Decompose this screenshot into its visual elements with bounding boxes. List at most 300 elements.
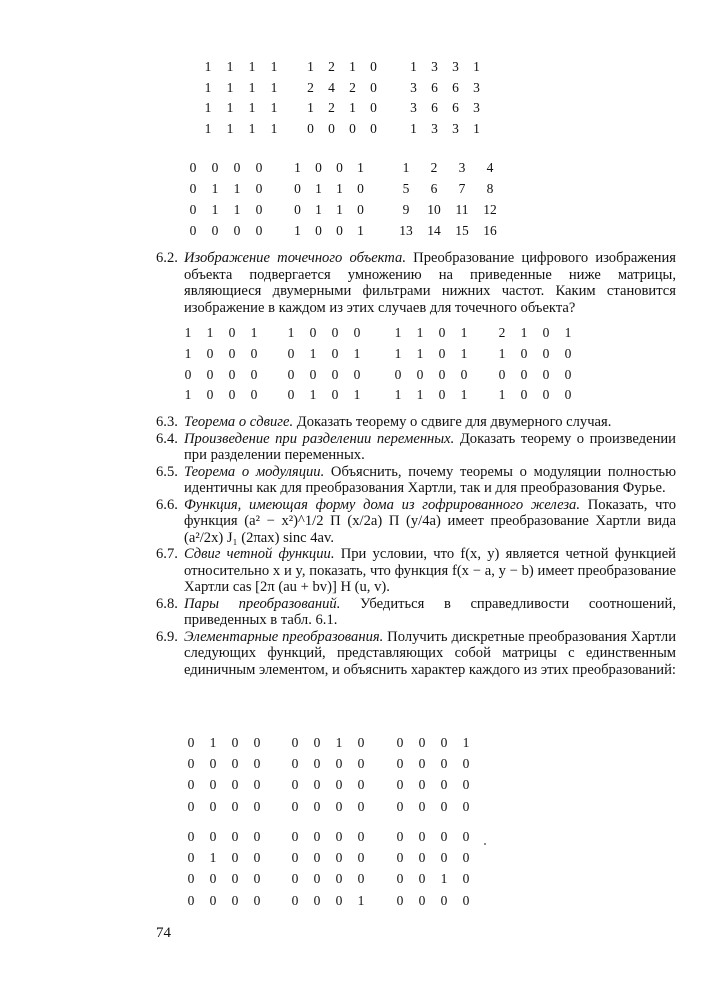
matrix-row [387, 323, 475, 344]
matrix-cell: 0 [440, 734, 448, 750]
matrix-cell: 1 [520, 325, 528, 341]
matrix-cell: 0 [396, 777, 404, 793]
matrix-cell: 9 [402, 201, 410, 217]
matrix-cell: 0 [309, 325, 317, 341]
matrix-cell: 0 [231, 777, 239, 793]
matrix-row [284, 847, 372, 868]
matrix-cell: 16 [483, 222, 497, 238]
matrix-cell: 0 [462, 798, 470, 814]
matrix-cell: 1 [440, 871, 448, 887]
matrix-row [389, 796, 477, 817]
matrix-row [389, 869, 477, 890]
matrix-row [389, 847, 477, 868]
matrix [287, 157, 371, 241]
matrix-cell: 3 [452, 59, 459, 75]
matrix-cell: 0 [291, 798, 299, 814]
matrix-row [403, 119, 487, 140]
matrix-cell: 0 [253, 734, 261, 750]
matrix-cell: 1 [270, 79, 278, 95]
matrix-cell: 1 [336, 180, 343, 196]
problem-body [184, 431, 676, 464]
matrix-row [387, 385, 475, 406]
matrix-cell: 0 [335, 828, 343, 844]
matrix-cell: 1 [498, 387, 506, 403]
problem-title: Функция, имеющая форму дома из гофрированного железа. [184, 496, 580, 513]
matrix-row [284, 869, 372, 890]
matrix-cell: 0 [438, 366, 446, 382]
matrix-cell: 1 [226, 79, 234, 95]
matrix-cell: 0 [440, 892, 448, 908]
matrix-cell: 0 [184, 366, 192, 382]
matrix-cell: 0 [357, 798, 365, 814]
matrix-cell: 1 [270, 59, 278, 75]
problem [156, 464, 676, 497]
matrix-cell: 0 [307, 120, 314, 136]
matrix-row [284, 732, 372, 753]
matrix-cell: 0 [542, 366, 550, 382]
matrix-cell: 0 [357, 849, 365, 865]
matrix-cell: 1 [248, 100, 256, 116]
matrix-cell: 0 [498, 366, 506, 382]
matrix-cell: 0 [542, 346, 550, 362]
matrix-cell: 0 [233, 222, 241, 238]
matrix-cell: 0 [440, 755, 448, 771]
matrix-cell: 6 [430, 180, 438, 196]
matrix-cell: 3 [473, 79, 480, 95]
matrix-cell: 0 [335, 777, 343, 793]
matrix-cell: 0 [542, 387, 550, 403]
matrix-cell: 0 [335, 755, 343, 771]
matrix-cell: 1 [270, 120, 278, 136]
matrix-row [177, 364, 265, 385]
problem-number: 6.3. [156, 414, 178, 430]
matrix-row [491, 344, 579, 365]
matrix-cell: 1 [209, 849, 217, 865]
matrix-cell: 0 [353, 325, 361, 341]
matrix-cell: 0 [187, 828, 195, 844]
matrix-cell: 1 [226, 59, 234, 75]
matrix-cell: 1 [416, 325, 424, 341]
matrix-cell: 0 [440, 777, 448, 793]
matrix-row [280, 385, 368, 406]
matrix-cell: 0 [231, 892, 239, 908]
matrix-cell: 0 [418, 798, 426, 814]
matrix-cell: 7 [458, 180, 466, 196]
matrix-cell: 1 [309, 387, 317, 403]
matrix-cell: 3 [473, 100, 480, 116]
matrix [392, 157, 504, 241]
matrix-cell: 0 [209, 777, 217, 793]
matrix-cell: 0 [418, 871, 426, 887]
problem-text: Доказать теорему о сдвиге для двумерного случая. [293, 414, 612, 430]
matrix-cell: 0 [189, 222, 197, 238]
matrix-cell: 1 [416, 346, 424, 362]
matrix-row [491, 364, 579, 385]
matrix-cell: 0 [357, 734, 365, 750]
matrix-cell: 0 [228, 387, 236, 403]
matrix-cell: 1 [209, 734, 217, 750]
matrix-cell: 0 [564, 387, 572, 403]
matrix-cell: 1 [357, 892, 365, 908]
matrix-cell: 1 [498, 346, 506, 362]
matrix-row [180, 753, 268, 774]
matrix-cell: 0 [291, 777, 299, 793]
matrix [300, 57, 384, 139]
matrix-cell: 0 [396, 892, 404, 908]
matrix-cell: 0 [309, 366, 317, 382]
problem-title: Сдвиг четной функции. [184, 546, 335, 562]
matrix-cell: 0 [209, 871, 217, 887]
problem-number: 6.8. [156, 595, 178, 612]
matrix-row [197, 119, 285, 140]
matrix-cell: 0 [253, 777, 261, 793]
matrix-cell: 0 [313, 734, 321, 750]
matrix-cell: 1 [315, 180, 322, 196]
matrix-row [180, 775, 268, 796]
matrix-cell: 0 [231, 734, 239, 750]
problem-body [184, 497, 676, 547]
matrix-cell: 0 [189, 180, 197, 196]
problem-number: 6.9. [156, 628, 178, 645]
matrix-cell: 0 [231, 828, 239, 844]
matrix-cell: 1 [307, 59, 314, 75]
matrix-cell: 0 [394, 366, 402, 382]
scan-speck [484, 843, 486, 845]
matrix-cell: 1 [250, 325, 258, 341]
matrix-cell: 0 [462, 871, 470, 887]
matrix-cell: 0 [187, 755, 195, 771]
matrix-row [403, 98, 487, 119]
matrix [180, 732, 268, 817]
matrix-row [280, 364, 368, 385]
matrix-row [284, 796, 372, 817]
matrix-row [284, 775, 372, 796]
matrix-cell: 14 [427, 222, 441, 238]
matrix-cell: 6 [452, 100, 459, 116]
problem-number: 6.4. [156, 430, 178, 447]
matrix-cell: 0 [255, 159, 263, 175]
matrix-cell: 1 [248, 120, 256, 136]
matrix [491, 323, 579, 406]
matrix-cell: 0 [564, 366, 572, 382]
matrix-cell: 0 [418, 892, 426, 908]
matrix-cell: 1 [335, 734, 343, 750]
matrix-cell: 6 [452, 79, 459, 95]
matrix-row [182, 178, 270, 199]
matrix-row [300, 78, 384, 99]
matrix-row [284, 753, 372, 774]
matrix [280, 323, 368, 406]
matrix-cell: 1 [473, 120, 480, 136]
matrix-row [180, 869, 268, 890]
matrix-cell: 0 [255, 201, 263, 217]
matrix-cell: 1 [349, 100, 356, 116]
matrix-cell: 0 [206, 366, 214, 382]
matrix-cell: 0 [211, 222, 219, 238]
problem-number: 6.6. [156, 496, 178, 513]
problem-body [184, 414, 676, 431]
matrix-cell: 0 [231, 755, 239, 771]
matrix-cell: 0 [313, 871, 321, 887]
problem-number: 6.5. [156, 463, 178, 480]
matrix-cell: 0 [357, 777, 365, 793]
matrix-cell: 1 [233, 201, 241, 217]
matrix-cell: 3 [431, 120, 438, 136]
matrix-row [389, 775, 477, 796]
matrix-cell: 1 [357, 159, 364, 175]
matrix-cell: 0 [460, 366, 468, 382]
matrix-row [284, 826, 372, 847]
matrix-row [491, 323, 579, 344]
matrix-cell: 0 [335, 871, 343, 887]
matrix-cell: 0 [253, 755, 261, 771]
matrix-cell: 0 [418, 828, 426, 844]
problem-text: Доказать теорему о произведении при разделении переменных. [184, 430, 676, 463]
matrix-cell: 5 [402, 180, 410, 196]
matrix-cell: 0 [189, 201, 197, 217]
matrix-cell: 0 [357, 871, 365, 887]
matrix-cell: 0 [211, 159, 219, 175]
problem-title: Теорема о сдвиге. [184, 414, 294, 430]
matrix-cell: 0 [357, 828, 365, 844]
matrix-cell: 1 [211, 180, 219, 196]
matrix-cell: 0 [370, 100, 377, 116]
problem-body [184, 464, 676, 497]
matrix-cell: 1 [226, 100, 234, 116]
matrix-cell: 0 [253, 849, 261, 865]
matrix-cell: 1 [211, 201, 219, 217]
matrix-cell: 0 [564, 346, 572, 362]
matrix-row [280, 323, 368, 344]
matrix-cell: 1 [349, 59, 356, 75]
matrix-cell: 8 [486, 180, 494, 196]
matrix-cell: 1 [248, 79, 256, 95]
matrix-cell: 0 [291, 755, 299, 771]
matrix-cell: 3 [410, 100, 417, 116]
matrix-cell: 0 [331, 366, 339, 382]
matrix-cell: 0 [291, 828, 299, 844]
matrix [197, 57, 285, 139]
matrix-cell: 0 [187, 871, 195, 887]
matrix-cell: 0 [462, 892, 470, 908]
matrix-cell: 0 [396, 871, 404, 887]
problem [156, 629, 676, 679]
matrix-cell: 3 [410, 79, 417, 95]
matrix-cell: 1 [294, 159, 301, 175]
matrix-cell: 0 [231, 849, 239, 865]
problem-text: Преобразование цифрового изображения объекта подвергается умножению на приведенные ниже матрицы, являющиеся двумерными фильтрами нижних частот. Каким становится изображение в каждом из этих случаев для точечного объекта? [184, 250, 677, 316]
matrix-cell: 1 [410, 120, 417, 136]
matrix-cell: 3 [458, 159, 466, 175]
matrix-cell: 1 [287, 325, 295, 341]
matrix-cell: 0 [328, 120, 335, 136]
matrix-row [180, 826, 268, 847]
matrix-row [280, 344, 368, 365]
matrix-cell: 0 [462, 849, 470, 865]
matrix-cell: 0 [313, 892, 321, 908]
matrix-row [284, 890, 372, 911]
matrix-cell: 0 [313, 755, 321, 771]
matrix-cell: 6 [431, 79, 438, 95]
matrix-cell: 1 [460, 325, 468, 341]
problem-number: 6.7. [156, 546, 178, 562]
matrix-cell: 0 [253, 798, 261, 814]
matrix [403, 57, 487, 139]
matrix-row [197, 98, 285, 119]
matrix-cell: 0 [418, 849, 426, 865]
matrix-cell: 0 [335, 892, 343, 908]
matrix-row [389, 890, 477, 911]
problem-text: Получить дискретные преобразования Хартли следующих функций, представляющих собой матрицы с единственным единичным элементом, и объяснить характер каждого из этих преобразований: [184, 628, 677, 678]
matrix [284, 826, 372, 911]
matrix-cell: 0 [335, 798, 343, 814]
matrix-cell: 0 [228, 346, 236, 362]
matrix-cell: 0 [462, 777, 470, 793]
matrix-cell: 2 [328, 100, 335, 116]
matrix-cell: 0 [462, 755, 470, 771]
matrix-cell: 1 [416, 387, 424, 403]
matrix-cell: 0 [315, 159, 322, 175]
matrix-cell: 0 [315, 222, 322, 238]
matrix-row [300, 119, 384, 140]
matrix-cell: 2 [307, 79, 314, 95]
matrix-cell: 0 [250, 346, 258, 362]
problem-title: Произведение при разделении переменных. [184, 430, 455, 447]
matrix [389, 732, 477, 817]
matrix-row [403, 57, 487, 78]
problem-body [184, 250, 676, 316]
matrix-cell: 0 [357, 755, 365, 771]
matrix-cell: 0 [331, 346, 339, 362]
problem [156, 546, 676, 596]
matrix-cell: 1 [270, 100, 278, 116]
problem [156, 497, 676, 547]
problem-title: Элементарные преобразования. [184, 628, 384, 645]
matrix-cell: 0 [396, 755, 404, 771]
matrix-cell: 4 [486, 159, 494, 175]
matrix-cell: 0 [418, 755, 426, 771]
matrix-cell: 0 [370, 59, 377, 75]
matrix-row [389, 826, 477, 847]
matrix-cell: 1 [336, 201, 343, 217]
page-number: 74 [156, 925, 171, 941]
problem [156, 250, 676, 316]
matrix-row [177, 323, 265, 344]
problem-body [184, 596, 676, 629]
matrix-cell: 0 [370, 79, 377, 95]
matrix-cell: 0 [287, 387, 295, 403]
matrix-cell: 1 [184, 346, 192, 362]
problem-text: Показать, что функция (a² − x²)^1/2 Π (x/2a) Π (y/4a) имеет преобразование Хартли вида (a²/2x) J₁ (2πax) sinc 4av. [184, 496, 676, 546]
matrix-cell: 1 [204, 100, 212, 116]
matrix-row [392, 199, 504, 220]
matrix-cell: 0 [336, 159, 343, 175]
matrix-cell: 0 [440, 849, 448, 865]
matrix-cell: 2 [498, 325, 506, 341]
matrix-cell: 0 [396, 828, 404, 844]
matrix [387, 323, 475, 406]
matrix-cell: 1 [309, 346, 317, 362]
matrix-cell: 0 [287, 346, 295, 362]
matrix-cell: 1 [233, 180, 241, 196]
matrix-cell: 1 [294, 222, 301, 238]
matrix-row [389, 753, 477, 774]
matrix-cell: 0 [187, 777, 195, 793]
matrix-cell: 0 [291, 849, 299, 865]
problem-body [184, 629, 676, 679]
matrix-cell: 1 [184, 325, 192, 341]
matrix-row [392, 220, 504, 241]
matrix-row [197, 78, 285, 99]
matrix-cell: 0 [313, 849, 321, 865]
matrix-row [182, 220, 270, 241]
matrix-cell: 0 [253, 828, 261, 844]
matrix-cell: 0 [187, 734, 195, 750]
matrix-cell: 0 [209, 798, 217, 814]
problem-number: 6.2. [156, 250, 178, 266]
matrix-cell: 1 [460, 387, 468, 403]
matrix-cell: 0 [294, 180, 301, 196]
matrix-cell: 0 [313, 828, 321, 844]
matrix-row [491, 385, 579, 406]
problem-list [156, 414, 676, 678]
matrix-cell: 1 [204, 120, 212, 136]
matrix-cell: 0 [209, 892, 217, 908]
matrix-cell: 0 [291, 892, 299, 908]
matrix-cell: 0 [231, 871, 239, 887]
matrix-cell: 0 [331, 387, 339, 403]
problem-text: Убедиться в справедливости соотношений, приведенных в табл. 6.1. [184, 595, 676, 628]
matrix-row [287, 199, 371, 220]
matrix-cell: 15 [455, 222, 469, 238]
matrix-cell: 0 [313, 798, 321, 814]
matrix-row [392, 178, 504, 199]
matrix-cell: 0 [438, 387, 446, 403]
matrix-row [177, 344, 265, 365]
matrix-cell: 1 [460, 346, 468, 362]
matrix-row [180, 796, 268, 817]
matrix-cell: 0 [353, 366, 361, 382]
matrix-cell: 0 [357, 201, 364, 217]
matrix-cell: 1 [357, 222, 364, 238]
matrix-cell: 0 [331, 325, 339, 341]
matrix-cell: 0 [287, 366, 295, 382]
matrix-row [182, 157, 270, 178]
matrix-cell: 0 [357, 180, 364, 196]
matrix-cell: 1 [462, 734, 470, 750]
matrix-row [287, 220, 371, 241]
matrix-cell: 0 [253, 871, 261, 887]
matrix-cell: 0 [231, 798, 239, 814]
matrix-cell: 0 [233, 159, 241, 175]
problem-title: Теорема о модуляции. [184, 463, 325, 480]
matrix [284, 732, 372, 817]
matrix-row [180, 732, 268, 753]
matrix-row [182, 199, 270, 220]
matrix-cell: 1 [307, 100, 314, 116]
matrix-cell: 0 [250, 366, 258, 382]
matrix-cell: 12 [483, 201, 497, 217]
matrix-cell: 1 [410, 59, 417, 75]
problem [156, 596, 676, 629]
matrix-cell: 0 [209, 828, 217, 844]
matrix-cell: 0 [228, 366, 236, 382]
matrix-cell: 13 [399, 222, 413, 238]
matrix-row [180, 890, 268, 911]
matrix-cell: 0 [462, 828, 470, 844]
matrix-cell: 1 [394, 325, 402, 341]
matrix-cell: 3 [431, 59, 438, 75]
